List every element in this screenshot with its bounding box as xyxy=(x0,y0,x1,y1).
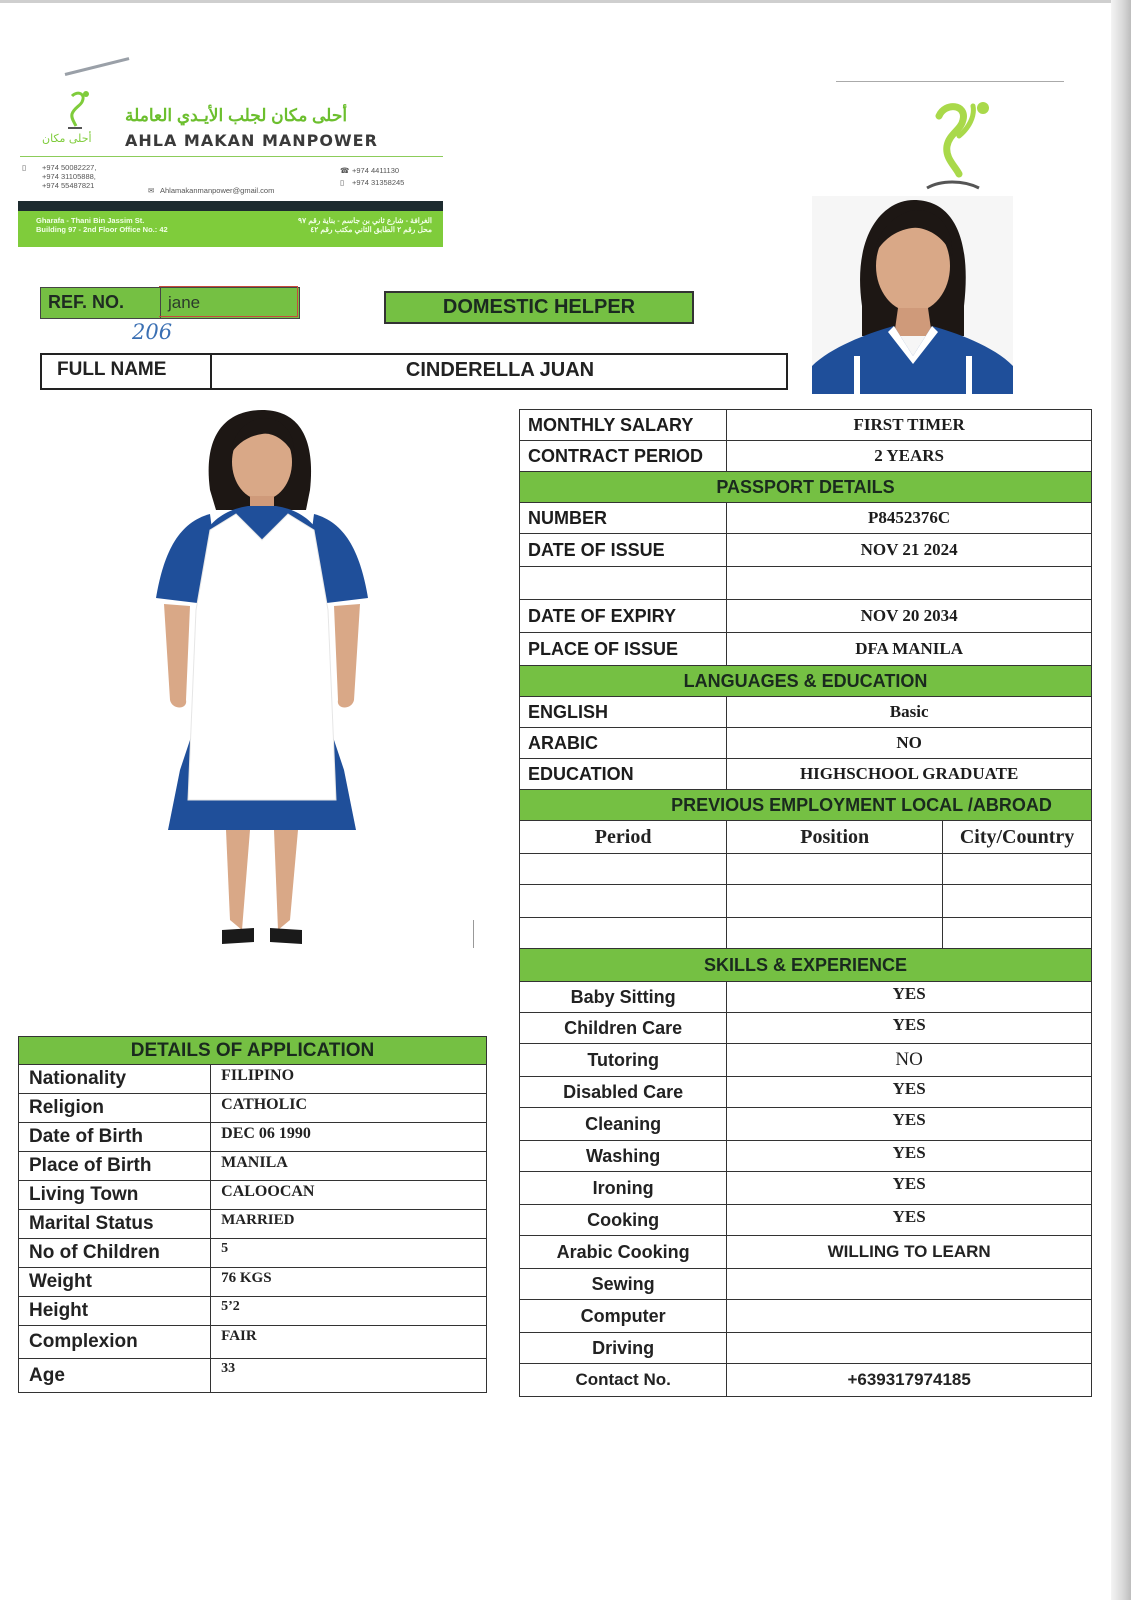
monthly-salary-value: FIRST TIMER xyxy=(727,410,1092,441)
col-city-country: City/Country xyxy=(943,821,1092,854)
app-label: Complexion xyxy=(19,1326,211,1359)
skill-label: Disabled Care xyxy=(520,1077,727,1108)
english-value: Basic xyxy=(727,697,1092,728)
contract-period-label: CONTRACT PERIOD xyxy=(520,441,727,472)
table-row xyxy=(520,1333,1092,1364)
skill-label: Children Care xyxy=(520,1013,727,1044)
company-phones: +974 50082227, +974 31105888, +974 55487821 xyxy=(42,163,97,190)
skill-label: Computer xyxy=(520,1300,727,1333)
table-row xyxy=(520,1300,1092,1333)
skill-label: Arabic Cooking xyxy=(520,1236,727,1269)
skill-value xyxy=(727,1333,1092,1364)
table-row xyxy=(520,821,1092,854)
monthly-salary-label: MONTHLY SALARY xyxy=(520,410,727,441)
mobile-icon: ▯ xyxy=(22,163,27,172)
app-label: No of Children xyxy=(19,1239,211,1268)
scan-edge-top xyxy=(0,0,1131,3)
ref-value: jane xyxy=(168,293,201,312)
table-row xyxy=(520,759,1092,790)
skill-value xyxy=(727,1300,1092,1333)
table-row xyxy=(19,1123,487,1152)
company-address-arabic: الغرافة - شارع ثاني بن جاسم - بناية رقم ٩٧ محل رقم ٢ الطابق الثاني مكتب رقم ٤٢ xyxy=(298,216,432,234)
table-row xyxy=(520,728,1092,759)
table-row xyxy=(520,1205,1092,1236)
table-row xyxy=(19,1181,487,1210)
table-row xyxy=(520,697,1092,728)
app-value: 76 KGS xyxy=(211,1268,487,1297)
table-row xyxy=(520,1108,1092,1141)
app-label: Religion xyxy=(19,1094,211,1123)
date-of-issue-label: DATE OF ISSUE xyxy=(520,534,727,567)
app-value: CALOOCAN xyxy=(211,1181,487,1210)
full-body-photo xyxy=(150,410,380,970)
passport-header: PASSPORT DETAILS xyxy=(520,472,1092,503)
skill-label: Tutoring xyxy=(520,1044,727,1077)
table-row xyxy=(520,885,1092,918)
skill-value: NO xyxy=(727,1044,1092,1077)
skill-value xyxy=(727,1269,1092,1300)
languages-header: LANGUAGES & EDUCATION xyxy=(520,666,1092,697)
table-row xyxy=(520,1236,1092,1269)
card-divider xyxy=(20,156,443,157)
table-row xyxy=(520,1077,1092,1108)
passport-number-value: P8452376C xyxy=(727,503,1092,534)
col-period: Period xyxy=(520,821,727,854)
skill-value: YES xyxy=(727,1013,1092,1044)
app-label: Date of Birth xyxy=(19,1123,211,1152)
table-row xyxy=(19,1210,487,1239)
app-value: DEC 06 1990 xyxy=(211,1123,487,1152)
skill-value: YES xyxy=(727,1108,1092,1141)
skills-header: SKILLS & EXPERIENCE xyxy=(520,949,1092,982)
empty-cell xyxy=(727,567,1092,600)
app-label: Living Town xyxy=(19,1181,211,1210)
company-phone-mobile: +974 31358245 xyxy=(352,178,405,187)
app-value: FAIR xyxy=(211,1326,487,1359)
empty-cell xyxy=(520,567,727,600)
app-label: Age xyxy=(19,1359,211,1393)
app-label: Place of Birth xyxy=(19,1152,211,1181)
contact-label: Contact No. xyxy=(520,1364,727,1397)
table-row xyxy=(520,1364,1092,1397)
position-title: DOMESTIC HELPER xyxy=(384,291,694,324)
company-address: Gharafa - Thani Bin Jassim St. Building 97 - 2nd Floor Office No.: 42 xyxy=(36,216,168,234)
app-label: Marital Status xyxy=(19,1210,211,1239)
previous-employment-header: PREVIOUS EMPLOYMENT LOCAL /ABROAD xyxy=(520,790,1092,821)
education-value: HIGHSCHOOL GRADUATE xyxy=(727,759,1092,790)
card-band-dark xyxy=(18,201,443,211)
table-row xyxy=(520,600,1092,633)
company-email[interactable]: Ahlamakanmanpower@gmail.com xyxy=(160,186,275,195)
table-row xyxy=(19,1326,487,1359)
full-name-label: FULL NAME xyxy=(57,359,167,380)
company-phone-tel: +974 4411130 xyxy=(352,166,400,175)
skill-label: Cooking xyxy=(520,1205,727,1236)
skill-value: YES xyxy=(727,1141,1092,1172)
table-row xyxy=(19,1094,487,1123)
table-row xyxy=(19,1152,487,1181)
skill-value: YES xyxy=(727,1172,1092,1205)
scan-edge-right xyxy=(1111,0,1131,1600)
photo-edge-mark xyxy=(473,920,474,948)
table-row xyxy=(19,1297,487,1326)
table-row xyxy=(520,534,1092,567)
table-row xyxy=(520,1044,1092,1077)
table-row xyxy=(19,1239,487,1268)
table-row xyxy=(520,567,1092,600)
table-row xyxy=(520,854,1092,885)
logo-rule xyxy=(836,81,1064,82)
arabic-value: NO xyxy=(727,728,1092,759)
table-row xyxy=(520,790,1092,821)
place-of-issue-label: PLACE OF ISSUE xyxy=(520,633,727,666)
contact-value: +639317974185 xyxy=(727,1364,1092,1397)
app-value: MARRIED xyxy=(211,1210,487,1239)
skill-label: Driving xyxy=(520,1333,727,1364)
table-row xyxy=(19,1065,487,1094)
contract-period-value: 2 YEARS xyxy=(727,441,1092,472)
company-logo-icon xyxy=(38,88,118,150)
skill-value: YES xyxy=(727,982,1092,1013)
app-value: FILIPINO xyxy=(211,1065,487,1094)
application-table xyxy=(18,1036,487,1393)
table-row xyxy=(520,982,1092,1013)
email-icon: ✉ xyxy=(148,186,155,195)
table-row xyxy=(520,918,1092,949)
application-header: DETAILS OF APPLICATION xyxy=(19,1037,487,1065)
mobile-icon-2: ▯ xyxy=(340,178,345,187)
app-label: Weight xyxy=(19,1268,211,1297)
app-label: Nationality xyxy=(19,1065,211,1094)
skill-label: Washing xyxy=(520,1141,727,1172)
brand-logo-icon xyxy=(923,96,993,192)
skill-value: WILLING TO LEARN xyxy=(727,1236,1092,1269)
table-row xyxy=(520,1013,1092,1044)
table-row xyxy=(520,633,1092,666)
company-name: AHLA MAKAN MANPOWER xyxy=(125,131,378,150)
table-row xyxy=(19,1359,487,1393)
app-value: 5’2 xyxy=(211,1297,487,1326)
table-row xyxy=(520,1269,1092,1300)
table-row xyxy=(520,1172,1092,1205)
education-label: EDUCATION xyxy=(520,759,727,790)
skill-value: YES xyxy=(727,1205,1092,1236)
svg-text:أحلى مكان: أحلى مكان xyxy=(42,132,92,145)
place-of-issue-value: DFA MANILA xyxy=(727,633,1092,666)
table-row xyxy=(520,472,1092,503)
app-value: CATHOLIC xyxy=(211,1094,487,1123)
table-row xyxy=(520,410,1092,441)
app-value: MANILA xyxy=(211,1152,487,1181)
table-row xyxy=(520,666,1092,697)
skill-label: Baby Sitting xyxy=(520,982,727,1013)
skill-value: YES xyxy=(727,1077,1092,1108)
ref-handwritten-number: 206 xyxy=(132,320,173,344)
details-table xyxy=(519,409,1092,1397)
full-name-value: CINDERELLA JUAN xyxy=(405,359,595,381)
ref-label: REF. NO. xyxy=(48,292,125,312)
table-row xyxy=(19,1268,487,1297)
skill-label: Sewing xyxy=(520,1269,727,1300)
app-label: Height xyxy=(19,1297,211,1326)
table-row xyxy=(520,1141,1092,1172)
phone-icon: ☎ xyxy=(340,166,350,175)
col-position: Position xyxy=(727,821,943,854)
app-value: 33 xyxy=(211,1359,487,1393)
date-of-expiry-label: DATE OF EXPIRY xyxy=(520,600,727,633)
company-name-arabic: أحلى مكان لجلب الأيـدي العاملة xyxy=(125,106,348,125)
skill-label: Ironing xyxy=(520,1172,727,1205)
table-row xyxy=(520,503,1092,534)
arabic-label: ARABIC xyxy=(520,728,727,759)
table-row xyxy=(520,949,1092,982)
table-row xyxy=(19,1037,487,1065)
skill-label: Cleaning xyxy=(520,1108,727,1141)
portrait-photo xyxy=(812,196,1013,394)
table-row xyxy=(520,441,1092,472)
passport-number-label: NUMBER xyxy=(520,503,727,534)
english-label: ENGLISH xyxy=(520,697,727,728)
date-of-expiry-value: NOV 20 2034 xyxy=(727,600,1092,633)
date-of-issue-value: NOV 21 2024 xyxy=(727,534,1092,567)
app-value: 5 xyxy=(211,1239,487,1268)
